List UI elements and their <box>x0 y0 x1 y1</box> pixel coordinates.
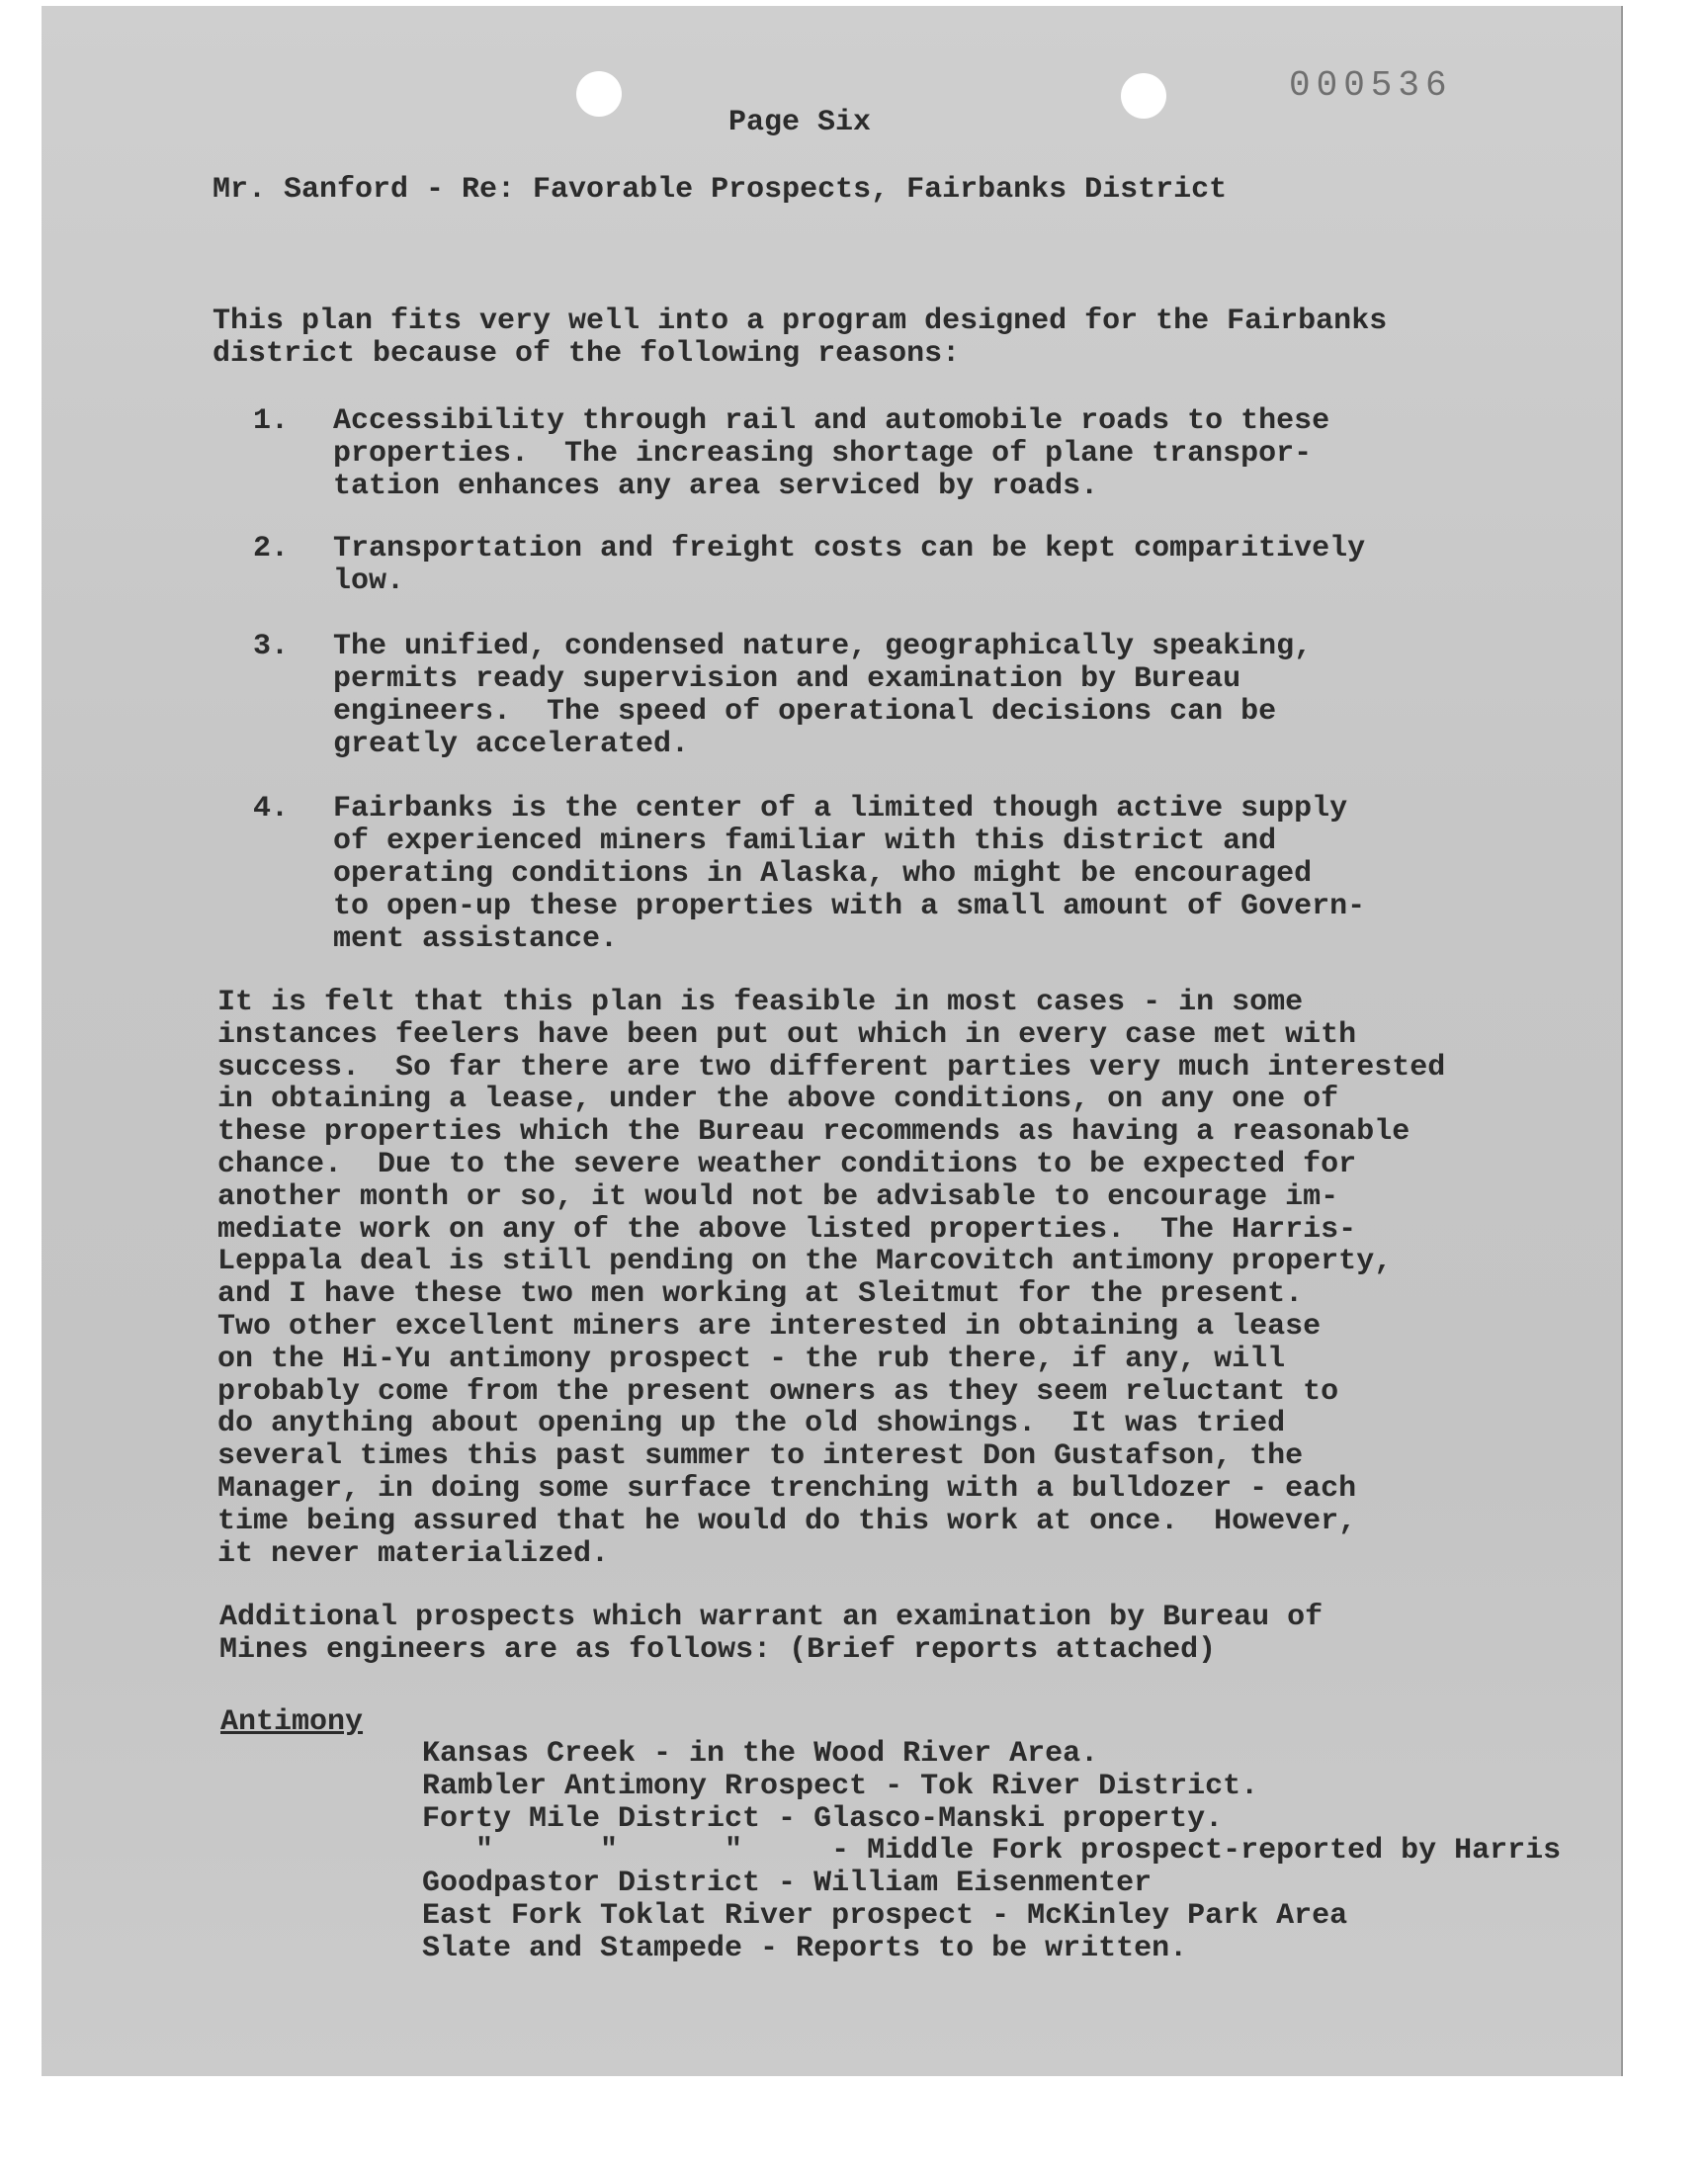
reason-number-1: 1. <box>253 404 290 438</box>
punch-hole-left <box>576 71 622 117</box>
reason-text-4: Fairbanks is the center of a limited though active supply of experienced miners familiar with this district and operating conditions in Alaska, who might be encouraged to open-up these properties with a small amount of Govern- ment assistance. <box>333 792 1366 956</box>
additional-prospects-paragraph: Additional prospects which warrant an examination by Bureau of Mines engineers are as follows: (Brief reports attached) <box>219 1601 1324 1667</box>
reason-text-2: Transportation and freight costs can be kept comparitively low. <box>333 532 1366 598</box>
document-number: 000536 <box>1289 65 1453 106</box>
document-page <box>42 6 1623 2076</box>
intro-paragraph: This plan fits very well into a program designed for the Fairbanks district because of the following reasons: <box>213 304 1388 371</box>
reason-number-3: 3. <box>253 630 290 663</box>
reason-number-4: 4. <box>253 792 290 826</box>
subject-line: Mr. Sanford - Re: Favorable Prospects, Fairbanks District <box>213 173 1228 207</box>
punch-hole-right <box>1121 73 1166 119</box>
prospects-list: Kansas Creek - in the Wood River Area. Rambler Antimony Rrospect - Tok River District. Forty Mile District - Glasco-Manski property. " " " - Middle Fork prospect-reported by Harris Goodpastor District - William Eisenmenter East Fork Toklat River prospect - McKinley Park Area Slate and Stampede - Reports to be written. <box>422 1737 1562 1965</box>
section-heading-antimony: Antimony <box>220 1705 364 1739</box>
reason-text-1: Accessibility through rail and automobile roads to these properties. The increasing shortage of plane transpor- tation enhances any area serviced by roads. <box>333 404 1330 503</box>
reason-number-2: 2. <box>253 532 290 566</box>
reason-text-3: The unified, condensed nature, geographically speaking, permits ready supervision and examination by Bureau engineers. The speed of operational decisions can be greatly accelerated. <box>333 630 1313 761</box>
body-paragraph: It is felt that this plan is feasible in most cases - in some instances feelers have been put out which in every case met with success. So far there are two different parties very much interested in obtaining a lease, under the above conditions, on any one of these properties which the Bureau recommends as having a reasonable chance. Due to the severe weather conditions to be expected for another month or so, it would not be advisable to encourage im- mediate work on any of the above listed properties. The Harris- Leppala deal is still pending on the Marcovitch antimony property, and I have these two men working at Sleitmut for the present. Two other excellent miners are interested in obtaining a lease on the Hi-Yu antimony prospect - the rub there, if any, will probably come from the present owners as they seem reluctant to do anything about opening up the old showings. It was tried several times this past summer to interest Don Gustafson, the Manager, in doing some surface trenching with a bulldozer - each time being assured that he would do this work at once. However, it never materialized. <box>217 986 1446 1571</box>
page-title: Page Six <box>728 106 872 139</box>
